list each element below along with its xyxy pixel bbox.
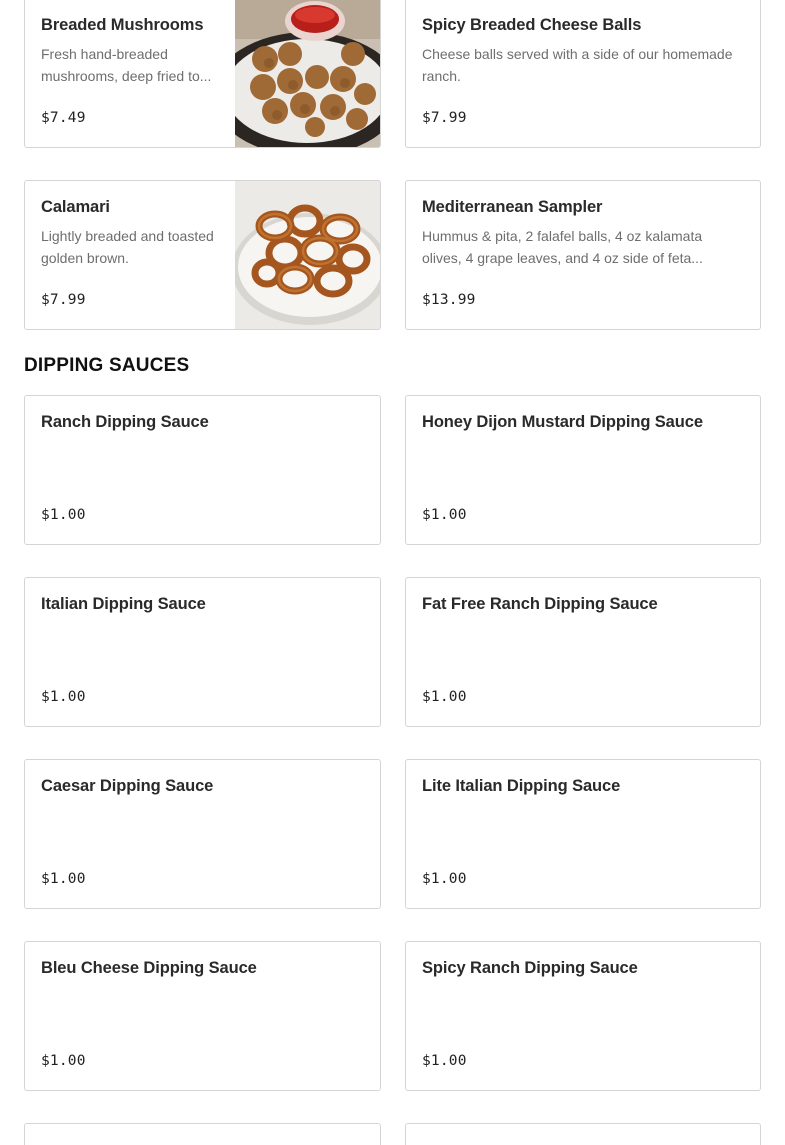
item-price: $1.00 [41,689,86,705]
menu-item-card[interactable] [24,180,381,330]
item-price: $1.00 [422,1053,467,1069]
menu-item-card[interactable] [24,759,381,909]
menu-item-card[interactable] [24,941,381,1091]
card-body [422,760,744,908]
menu-item-card[interactable] [405,941,761,1091]
menu-item-card[interactable] [405,759,761,909]
item-description: Cheese balls served with a side of our homemade ranch. [422,46,733,84]
card-body [422,0,744,147]
item-description: Fresh hand-breaded mushrooms, deep fried to... [41,46,212,84]
item-description: Lightly breaded and toasted golden brown. [41,228,214,266]
menu-item-card[interactable] [405,395,761,545]
item-title: Calamari [41,198,110,216]
dipping-sauces-grid [24,395,761,1145]
section-heading-dipping-sauces: DIPPING SAUCES [24,355,190,376]
item-title: Mediterranean Sampler [422,198,603,216]
item-price: $1.00 [41,1053,86,1069]
appetizer-grid [24,0,761,330]
item-title: Spicy Ranch Dipping Sauce [422,959,638,977]
menu-item-card[interactable] [24,0,381,148]
calamari-photo [235,181,380,329]
item-title: Honey Dijon Mustard Dipping Sauce [422,413,703,431]
card-body [422,942,744,1090]
item-title: Spicy Breaded Cheese Balls [422,16,642,34]
item-price: $7.99 [41,292,86,308]
item-price: $7.49 [41,110,86,126]
item-price: $1.00 [422,871,467,887]
menu-item-card[interactable] [24,395,381,545]
menu-item-card-partial[interactable] [405,1123,761,1145]
item-description: Hummus & pita, 2 falafel balls, 4 oz kalamata olives, 4 grape leaves, and 4 oz side of feta... [422,228,703,266]
card-body [41,942,364,1090]
card-body [41,578,364,726]
item-title: Ranch Dipping Sauce [41,413,209,431]
item-price: $7.99 [422,110,467,126]
card-body [422,578,744,726]
item-price: $13.99 [422,292,476,308]
item-title: Caesar Dipping Sauce [41,777,214,795]
card-body [422,181,744,329]
card-body [422,396,744,544]
item-title: Italian Dipping Sauce [41,595,206,613]
menu-item-card[interactable] [405,577,761,727]
item-title: Lite Italian Dipping Sauce [422,777,621,795]
card-body [41,0,220,147]
menu-item-card[interactable] [24,577,381,727]
menu-item-card[interactable] [405,0,761,148]
item-title: Fat Free Ranch Dipping Sauce [422,595,658,613]
card-body [41,181,220,329]
menu-item-card-partial[interactable] [24,1123,381,1145]
item-title: Breaded Mushrooms [41,16,204,34]
breaded-mushrooms-photo [235,0,380,147]
card-body [41,396,364,544]
item-price: $1.00 [41,871,86,887]
item-price: $1.00 [422,689,467,705]
menu-item-card[interactable] [405,180,761,330]
item-title: Bleu Cheese Dipping Sauce [41,959,257,977]
card-body [41,760,364,908]
item-price: $1.00 [41,507,86,523]
item-price: $1.00 [422,507,467,523]
